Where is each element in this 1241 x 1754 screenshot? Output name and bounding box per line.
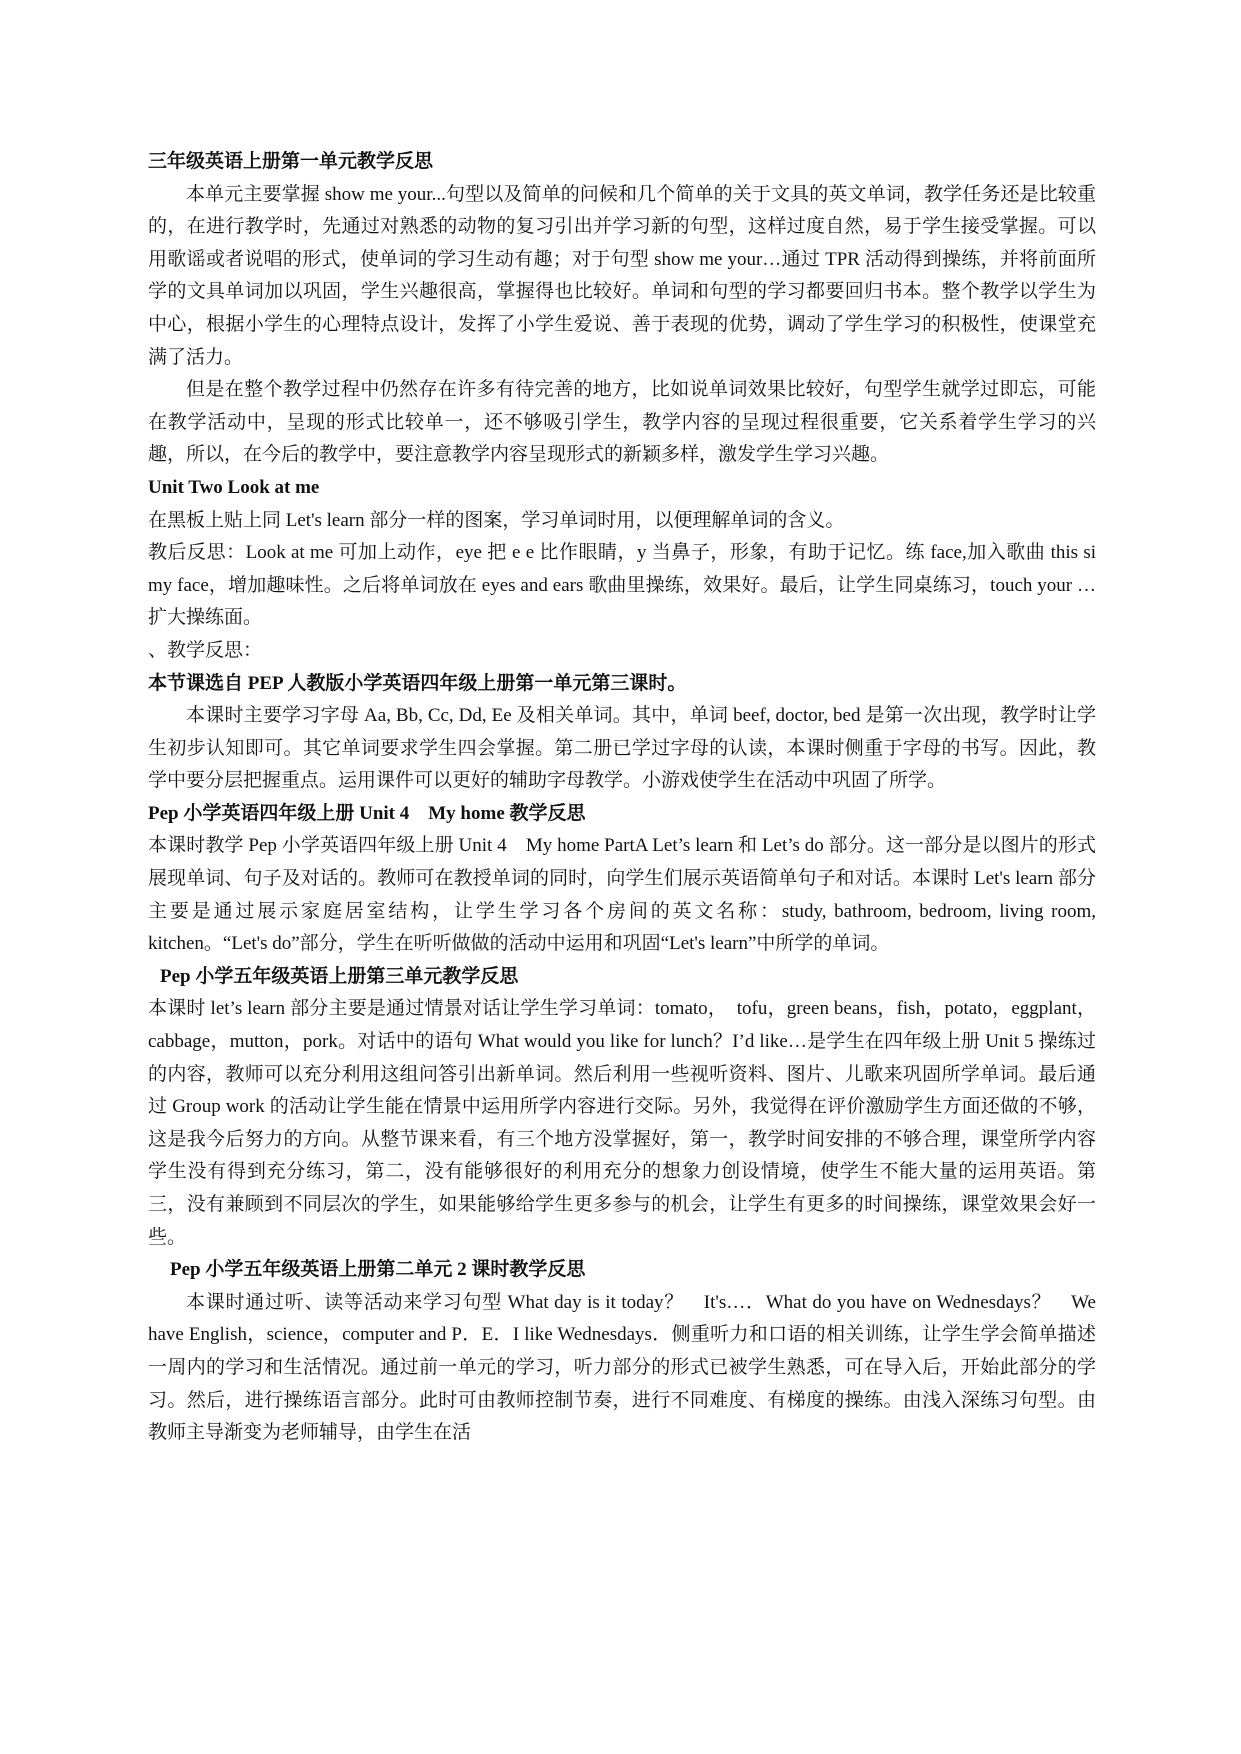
section-heading: Pep 小学五年级英语上册第三单元教学反思 <box>160 965 519 987</box>
section-heading: 三年级英语上册第一单元教学反思 <box>148 151 434 172</box>
paragraph: 本课时教学 Pep 小学英语四年级上册 Unit 4 My home PartA Let’s learn 和 Let’s do 部分。这一部分是以图片的形式展现单词、句子及对话的。教师可在教授单词的同时，向学生们展示英语简单句子和对话。本课时 Let's learn 部分主要是通过展示家庭居室结构，让学生学习各个房间的英文名称：study, bathroom, bedroom, living room, kitchen。“Let's do”部分，学生在听听做做的活动中运用和巩固“Let's learn”中所学的单词。 <box>148 835 1096 955</box>
paragraph: 本课时 let’s learn 部分主要是通过情景对话让学生学习单词：tomato， tofu，green beans，fish，potato，eggplant，cabbage，mutton，pork。对话中的语句 What would you like for lunch？I’d like…是学生在四年级上册 Unit 5 操练过的内容，教师可以充分利用这组问答引出新单词。然后利用一些视听资料、图片、儿歌来巩固所学单词。最后通过 Group work 的活动让学生能在情景中运用所学内容进行交际。另外，我觉得在评价激励学生方面还做的不够，这是我今后努力的方向。从整节课来看，有三个地方没掌握好，第一，教学时间安排的不够合理，课堂所学内容学生没有得到充分练习，第二，没有能够很好的利用充分的想象力创设情境，使学生不能大量的运用英语。第 三，没有兼顾到不同层次的学生，如果能够给学生更多参与的机会，让学生有更多的时间操练，课堂效果会好一些。 <box>148 998 1135 1248</box>
paragraph: 教后反思：Look at me 可加上动作，eye 把 e e 比作眼睛，y 当鼻子，形象，有助于记忆。练 face,加入歌曲 this si my face，增加趣味性。之后将单词放在 eyes and ears 歌曲里操练，效果好。最后，让学生同桌练习，touch your …扩大操练面。 <box>148 542 1096 629</box>
section-heading: Pep 小学五年级英语上册第二单元 2 课时教学反思 <box>170 1259 586 1281</box>
paragraph: 本单元主要掌握 show me your...句型以及简单的问候和几个简单的关于文具的英文单词，教学任务还是比较重的，在进行教学时，先通过对熟悉的动物的复习引出并学习新的句型，这样过度自然，易于学生接受掌握。可以用歌谣或者说唱的形式，使单词的学习生动有趣；对于句型 show me your…通过 TPR 活动得到操练，并将前面所学的文具单词加以巩固，学生兴趣很高，掌握得也比较好。单词和句型的学习都要回归书本。整个教学以学生为中心，根据小学生的心理特点设计，发挥了小学生爱说、善于表现的优势，调动了学生学习的积极性，使课堂充满了活力。 <box>148 183 1096 368</box>
paragraph: 、教学反思： <box>148 639 263 661</box>
paragraph: 本课时通过听、读等活动来学习句型 What day is it today？ It's…．What do you have on Wednesdays？ We have English，science，computer and P．E．I like Wednesdays．侧重听力和口语的相关训练，让学生学会简单描述一周内的学习和生活情况。通过前一单元的学习，听力部分的形式已被学生熟悉，可在导入后，开始此部分的学习。然后，进行操练语言部分。此时可由教师控制节奏，进行不同难度、有梯度的操练。由浅入深练习句型。由教师主导渐变为老师辅导，由学生在活 <box>148 1291 1096 1444</box>
paragraph: 在黑板上贴上同 Let's learn 部分一样的图案，学习单词时用，以便理解单词的含义。 <box>148 509 845 531</box>
section-heading: Pep 小学英语四年级上册 Unit 4 My home 教学反思 <box>148 802 586 824</box>
section-heading: 本节课选自 PEP 人教版小学英语四年级上册第一单元第三课时。 <box>148 672 687 694</box>
section-heading: Unit Two Look at me <box>148 476 320 498</box>
document-page <box>148 146 1135 1450</box>
paragraph: 本课时主要学习字母 Aa, Bb, Cc, Dd, Ee 及相关单词。其中，单词 beef, doctor, bed 是第一次出现，教学时让学生初步认知即可。其它单词要求学生四会掌握。第二册已学过字母的认读，本课时侧重于字母的书写。因此，教学中要分层把握重点。运用课件可以更好的辅助字母教学。小游戏使学生在活动中巩固了所学。 <box>148 705 1096 792</box>
paragraph: 但是在整个教学过程中仍然存在许多有待完善的地方，比如说单词效果比较好，句型学生就学过即忘，可能在教学活动中，呈现的形式比较单一，还不够吸引学生，教学内容的呈现过程很重要，它关系着学生学习的兴趣，所以，在今后的教学中，要注意教学内容呈现形式的新颖多样，激发学生学习兴趣。 <box>148 379 1096 466</box>
